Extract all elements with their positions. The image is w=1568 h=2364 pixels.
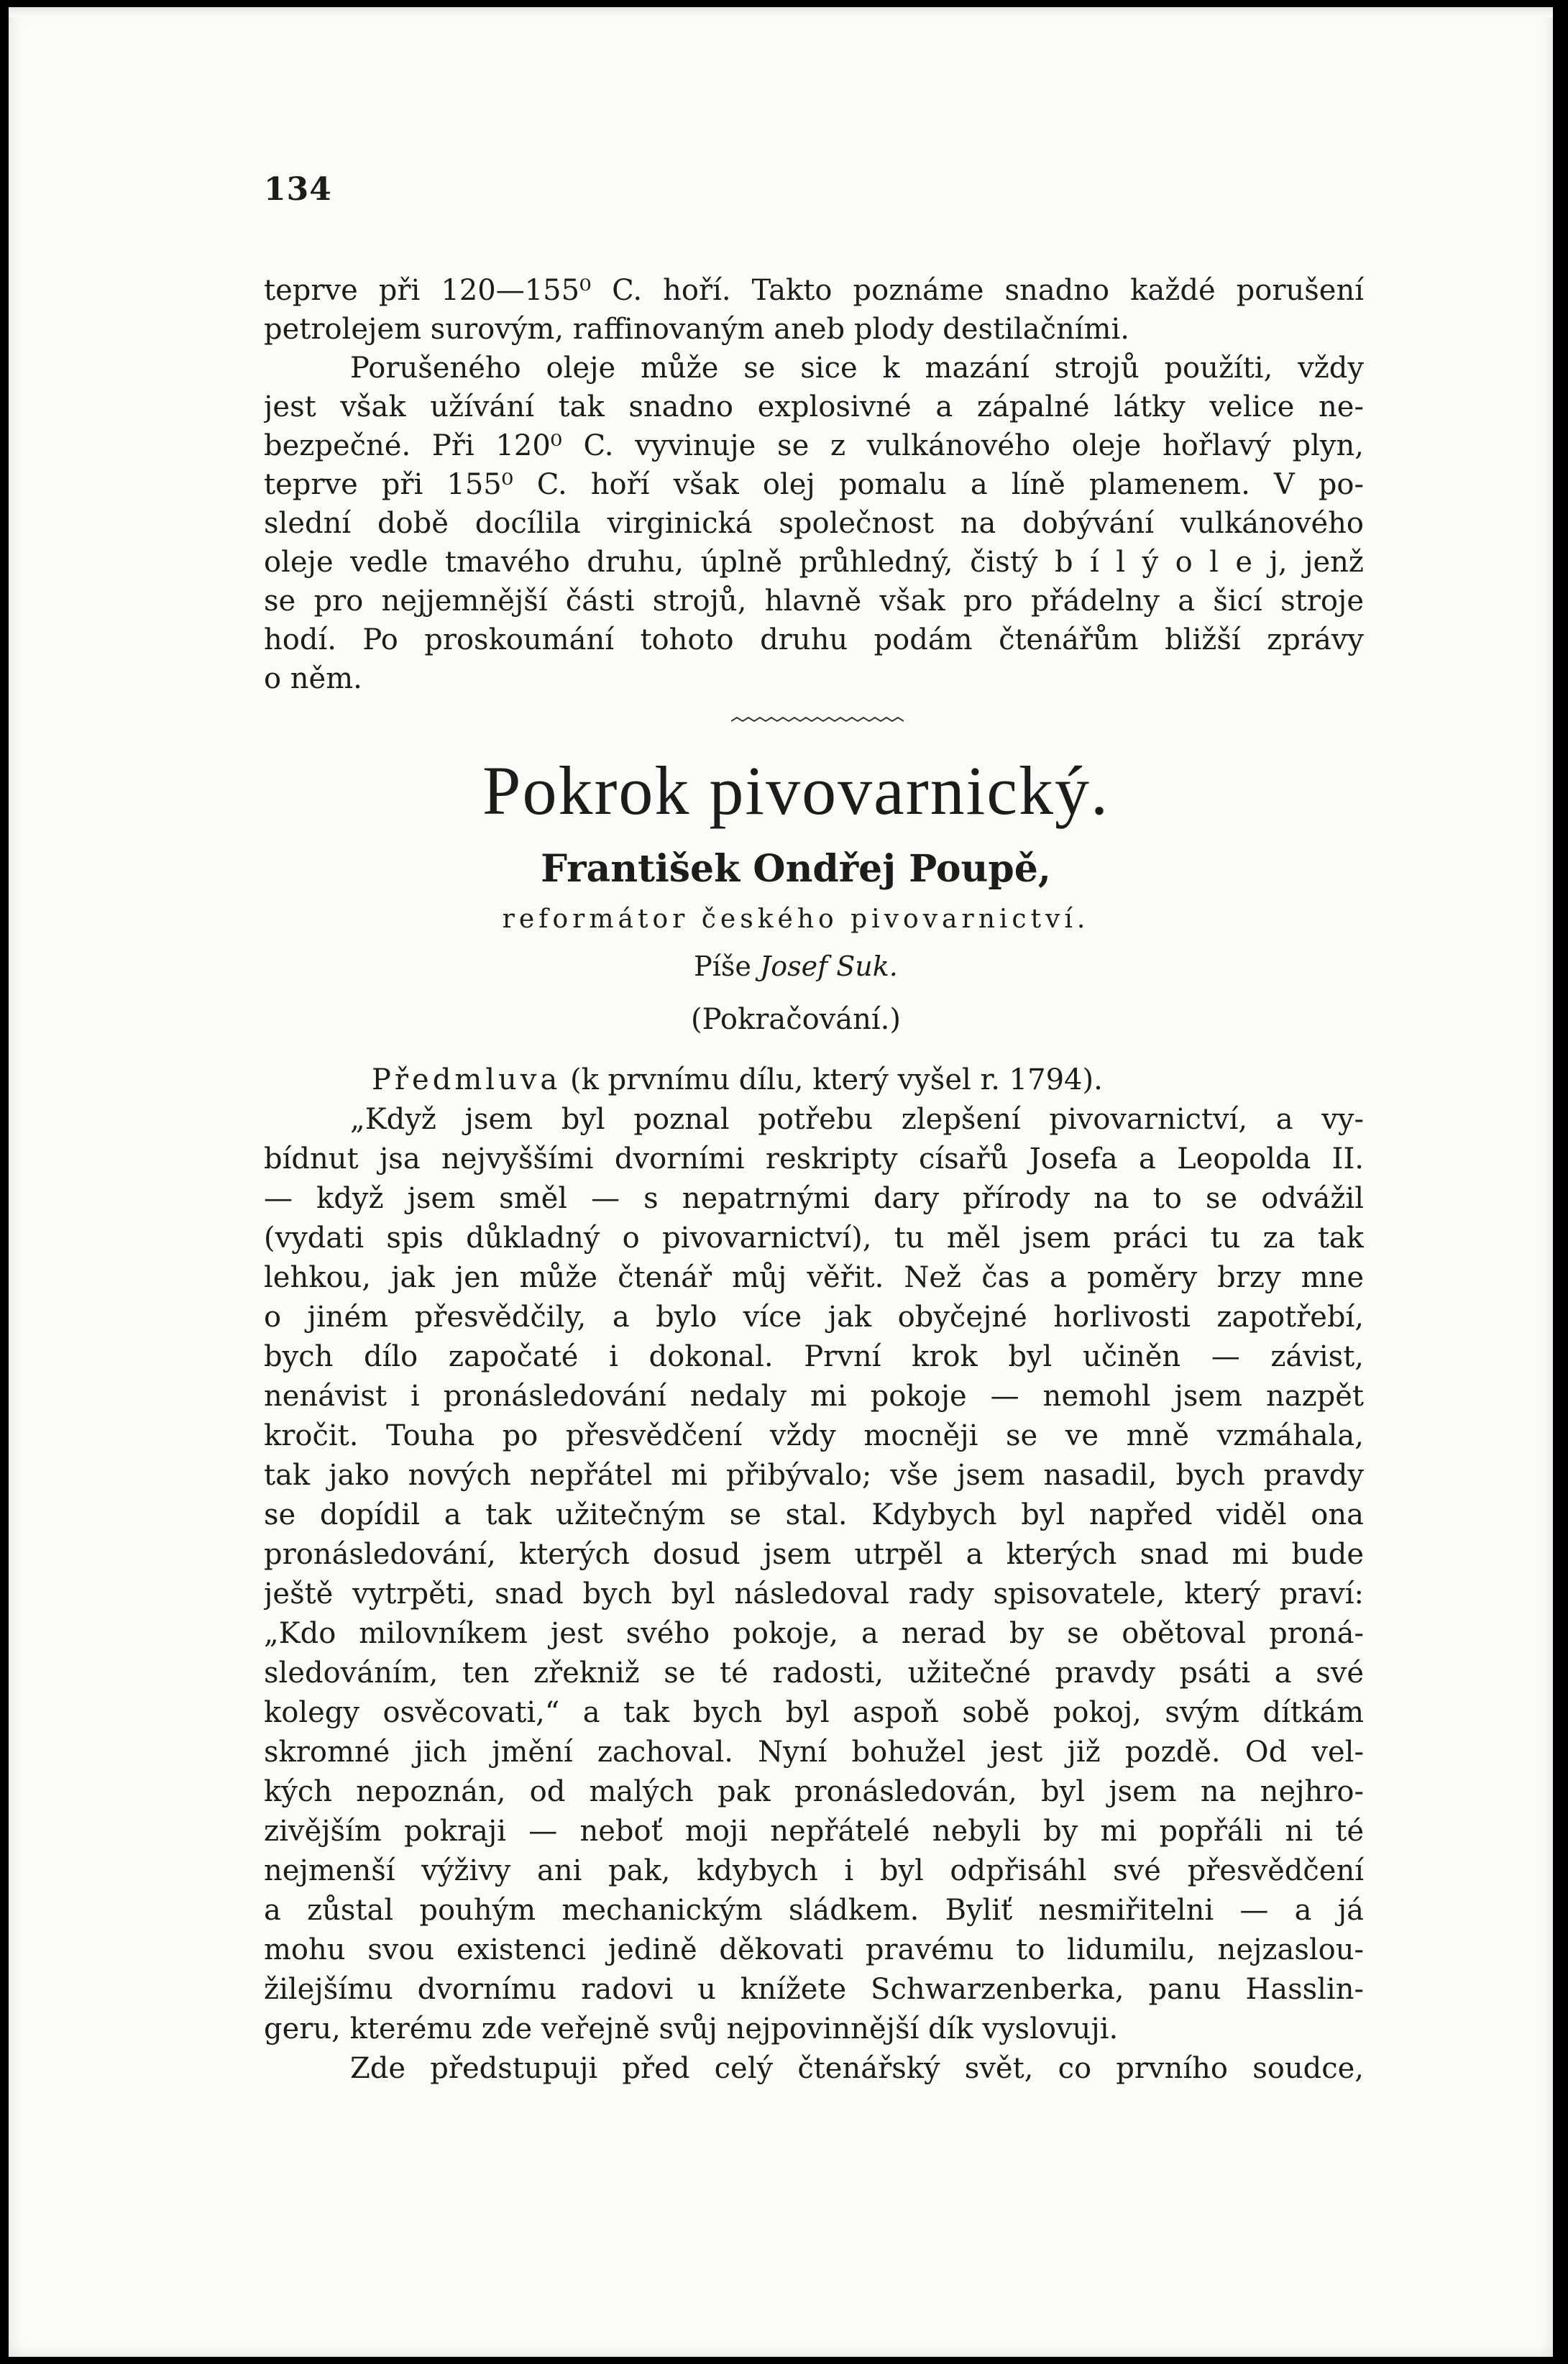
text-line: jest však užívání tak snadno explosivné a zápalné látky velice ne- xyxy=(264,390,1364,423)
preface-label: Předmluva xyxy=(372,1063,561,1096)
scan-edge xyxy=(9,7,1553,17)
preface-rest: (k prvnímu dílu, který vyšel r. 1794). xyxy=(561,1063,1103,1096)
text-line: (vydati spis důkladný o pivovarnictví), tu měl jsem práci tu za tak xyxy=(264,1222,1364,1255)
text-line: žilejšímu dvornímu radovi u knížete Schwarzenberka, panu Hasslin- xyxy=(264,1973,1364,2006)
text-line: bych dílo započaté i dokonal. První krok byl učiněn — závist, xyxy=(264,1340,1364,1373)
text-line: „Když jsem byl poznal potřebu zlepšení pivovarnictví, a vy- xyxy=(350,1103,1364,1136)
text-line: hodí. Po proskoumání tohoto druhu podám čtenářům bližší zprávy xyxy=(264,623,1364,656)
continued-note: (Pokračování.) xyxy=(691,1003,901,1036)
text-line: „Kdo milovníkem jest svého pokoje, a nerad by se obětoval proná- xyxy=(264,1617,1364,1650)
text-line: a zůstal pouhým mechanickým sládkem. Byliť nesmiřitelni — a já xyxy=(264,1894,1364,1927)
preface-heading xyxy=(264,1061,1364,1099)
text-line: nenávist i pronásledování nedaly mi pokoje — nemohl jsem nazpět xyxy=(264,1380,1364,1413)
text-line: o jiném přesvědčily, a bylo více jak obyčejné horlivosti zapotřebí, xyxy=(264,1301,1364,1334)
text-line: teprve při 120—155⁰ C. hoří. Takto poznáme snadno každé porušení xyxy=(264,274,1364,307)
text-line: pronásledování, kterých dosud jsem utrpěl a kterých snad mi bude xyxy=(264,1538,1364,1571)
article-title: Pokrok pivovarnický. xyxy=(482,752,1109,829)
text-line: teprve při 155⁰ C. hoří však olej pomalu a líně plamenem. V po- xyxy=(264,468,1364,501)
text-line: ještě vytrpěti, snad bych byl následoval rady spisovatele, který praví: xyxy=(264,1577,1364,1611)
text-line: nejmenší výživy ani pak, kdybych i byl odpřisáhl své přesvědčení xyxy=(264,1854,1364,1887)
text-line: geru, kterému zde veřejně svůj nejpovinnější dík vyslovuji. xyxy=(264,2012,1119,2045)
section-divider xyxy=(731,715,904,727)
text-line: bezpečné. Při 120⁰ C. vyvinuje se z vulkánového oleje hořlavý plyn, xyxy=(264,429,1364,462)
text-line: se pro nejjemnější části strojů, hlavně však pro přádelny a šicí stroje xyxy=(264,585,1364,618)
text-line: slední době docílila virginická společnost na dobývání vulkánového xyxy=(264,507,1364,540)
text-line: kých nepoznán, od malých pak pronásledován, byl jsem na nejhro- xyxy=(264,1775,1364,1808)
text-line: kolegy osvěcovati,“ a tak bych byl aspoň sobě pokoj, svým dítkám xyxy=(264,1696,1364,1729)
byline-author: Josef Suk. xyxy=(759,950,898,982)
text-line: bídnut jsa nejvyššími dvorními reskripty císařů Josefa a Leopolda II. xyxy=(264,1142,1364,1176)
text-line: lehkou, jak jen může čtenář můj věřit. Než čas a poměry brzy mne xyxy=(264,1261,1364,1294)
text-line: se dopídil a tak užitečným se stal. Kdybych byl napřed viděl ona xyxy=(264,1498,1364,1531)
page xyxy=(9,7,1553,2357)
text-line: tak jako nových nepřátel mi přibývalo; vše jsem nasadil, bych pravdy xyxy=(264,1459,1364,1492)
text-line: kročit. Touha po přesvědčení vždy mocněji se ve mně vzmáhala, xyxy=(264,1419,1364,1452)
text-line: oleje vedle tmavého druhu, úplně průhledný, čistý b í l ý o l e j, jenž xyxy=(264,546,1364,579)
byline-prefix: Píše xyxy=(694,950,751,982)
text-line: sledováním, ten zřekniž se té radosti, užitečné pravdy psáti a své xyxy=(264,1657,1364,1690)
text-line: Zde předstupuji před celý čtenářský svět, co prvního soudce, xyxy=(350,2052,1364,2085)
text-line: skromné jich jmění zachoval. Nyní bohužel jest již pozdě. Od vel- xyxy=(264,1736,1364,1769)
text-line: o něm. xyxy=(264,662,362,695)
text-line: petrolejem surovým, raffinovaným aneb plody destilačními. xyxy=(264,313,1129,346)
author-role: reformátor českého pivovarnictví. xyxy=(502,904,1090,934)
author-name: František Ondřej Poupě, xyxy=(541,847,1051,891)
text-line: zivějším pokraji — neboť moji nepřátelé nebyli by mi popřáli ni té xyxy=(264,1815,1364,1848)
text-line: Porušeného oleje může se sice k mazání strojů použíti, vždy xyxy=(350,352,1364,385)
text-line: mohu svou existenci jedině děkovati pravému to lidumilu, nejzaslou- xyxy=(264,1933,1364,1966)
page-number: 134 xyxy=(264,171,332,208)
text-line: — když jsem směl — s nepatrnými dary přírody na to se odvážil xyxy=(264,1182,1364,1215)
byline xyxy=(264,950,1328,982)
